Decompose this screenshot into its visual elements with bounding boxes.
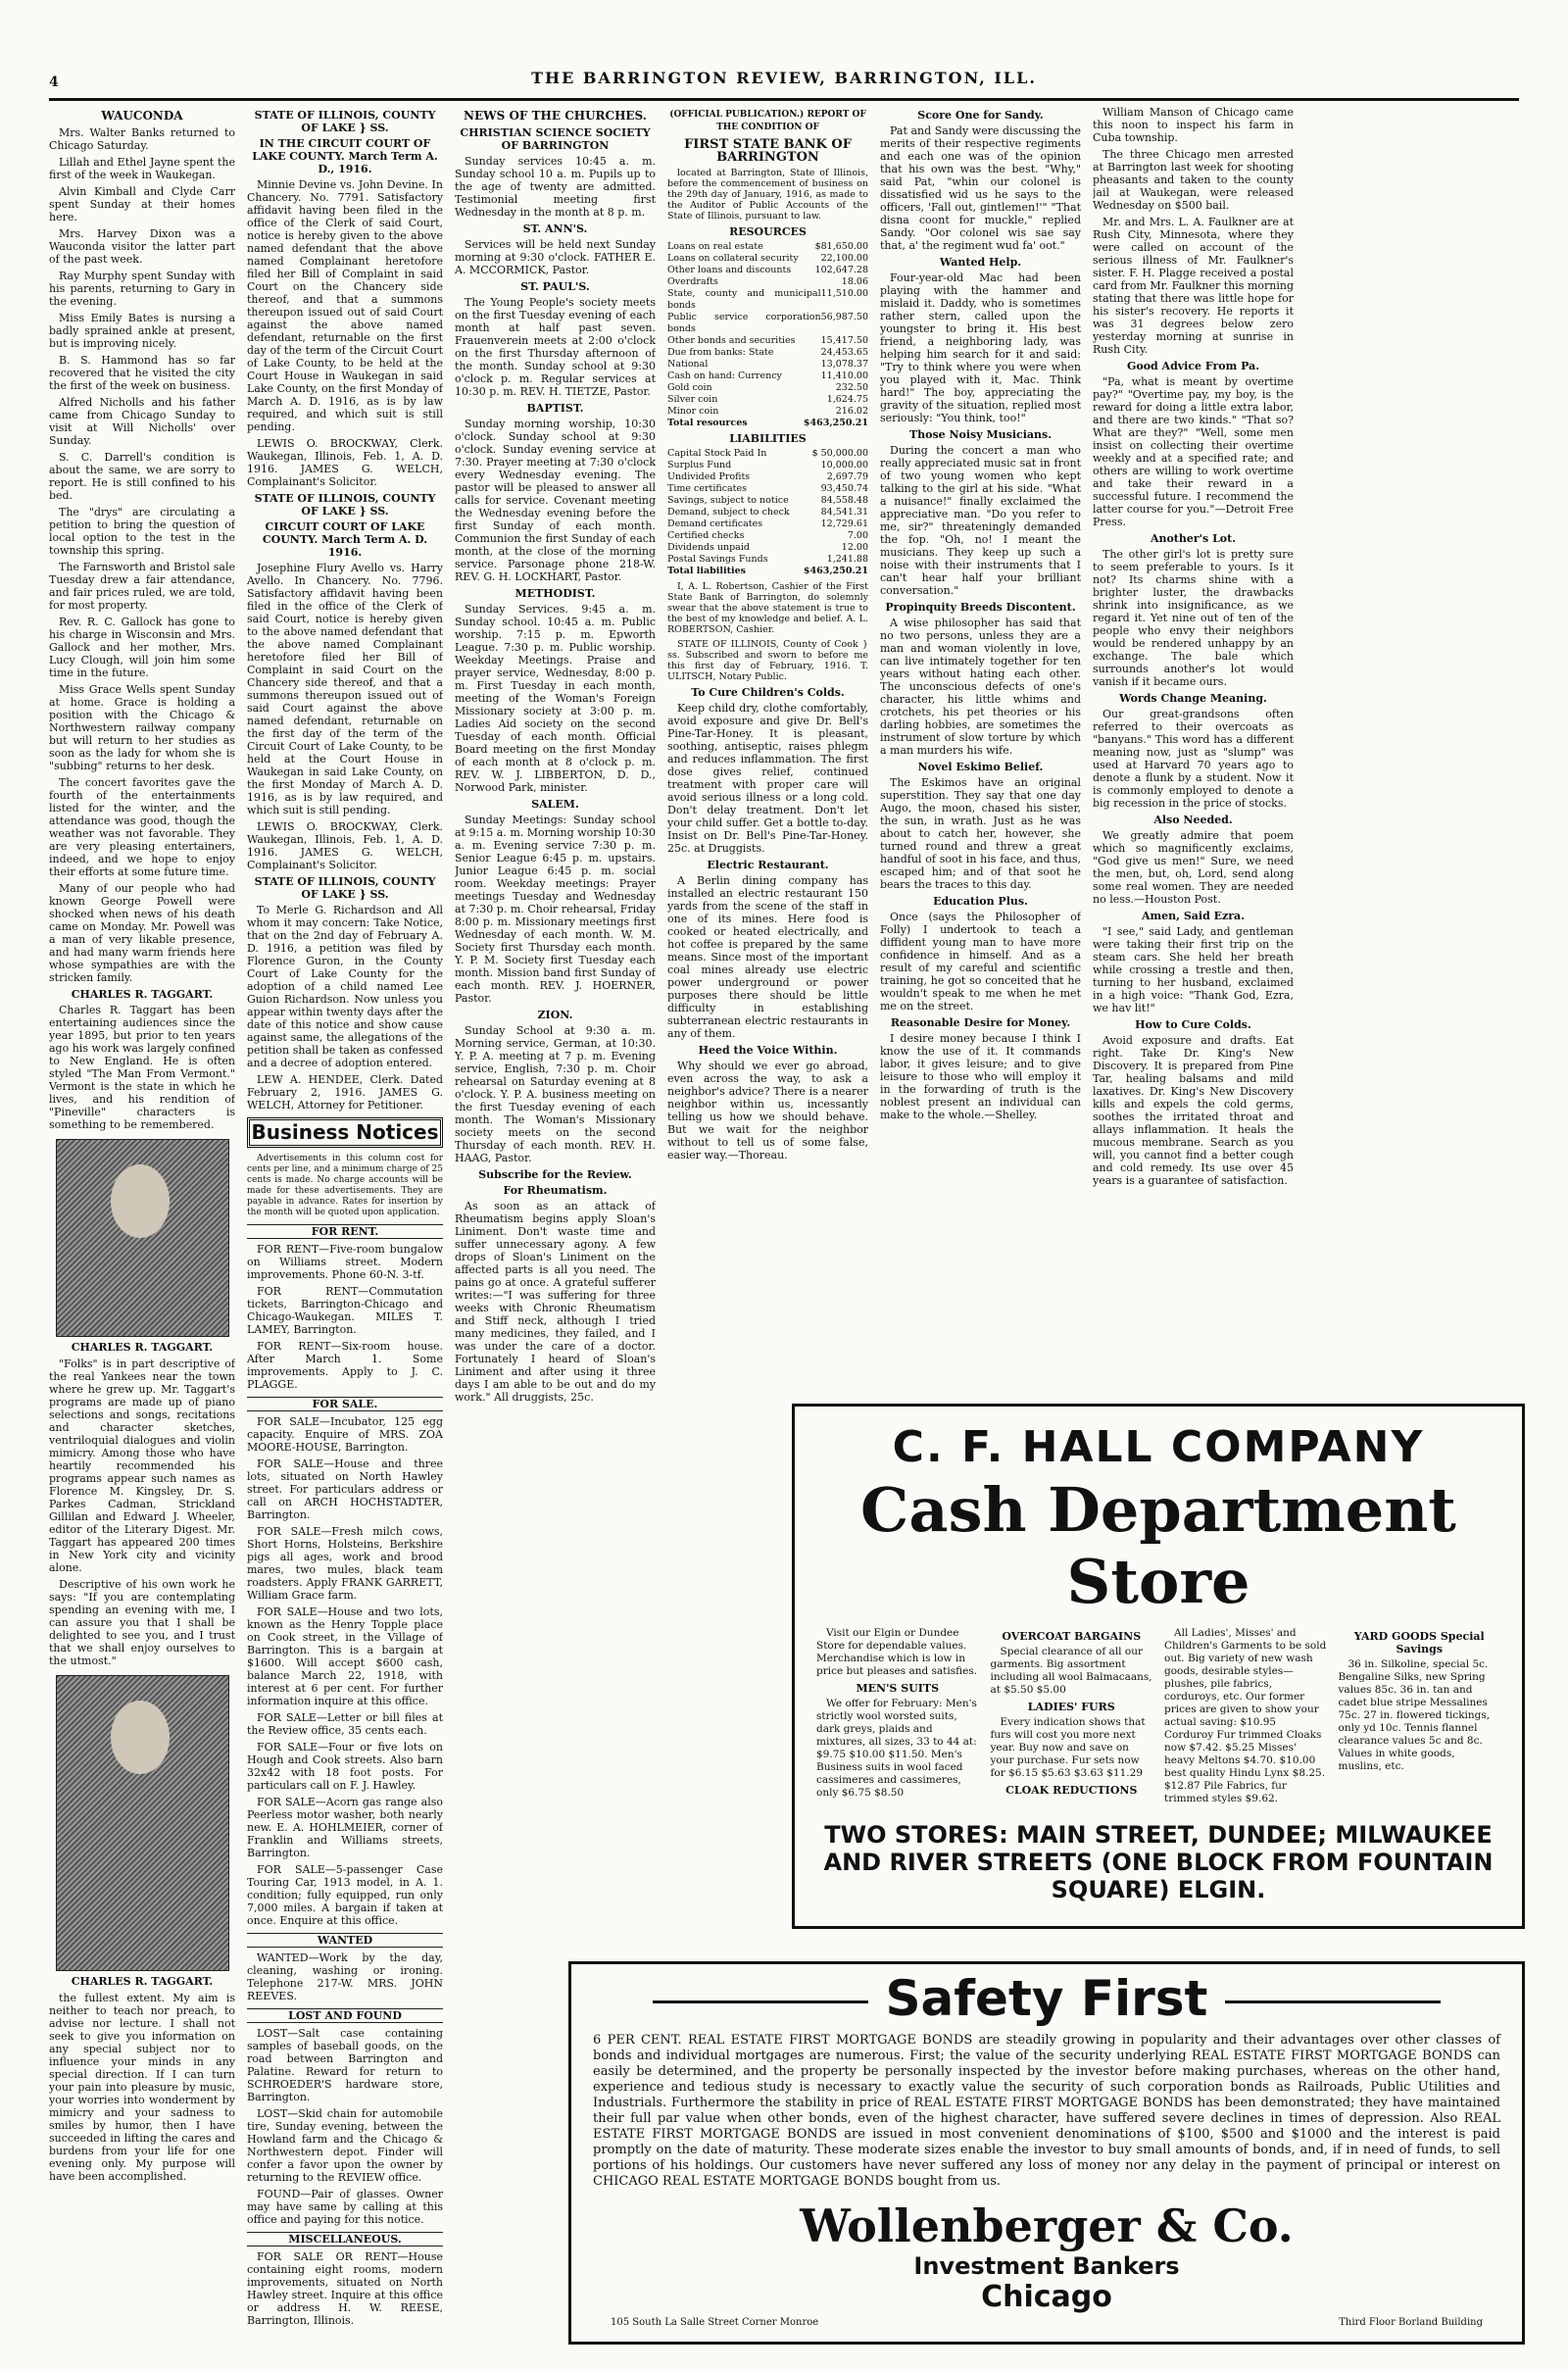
church-name: ST. PAUL'S. xyxy=(520,280,590,293)
church-schedule: Sunday School at 9:30 a. m. Morning service, German, at 10:30. Y. P. A. meeting at 7 p. m. Evening service, English, 7:30 p. m. Choir rehearsal on Saturday evening at 8 o'clock. Y. P. A. business meeting on the first Tuesday evening of each month. The Woman's Missionary society meets on the second Thursday of each month. REV. H. HAAG, Pastor. xyxy=(455,1024,656,1164)
resources-table xyxy=(667,241,868,429)
article-heading: Score One for Sandy. xyxy=(917,109,1044,122)
ad-address: Third Floor Borland Building xyxy=(1339,2317,1483,2328)
article-text: Our great-grandsons often referred to their overcoats as "banyans." This word has a different meaning now, just as "slump" was used at Harvard 70 years ago to denote a flunk by a student. Now it is commonly employed to denote a big recession in the price of stocks. xyxy=(1093,708,1294,810)
table-row: Loans on collateral security 22,100.00 xyxy=(667,253,868,264)
ad-section-heading: CLOAK REDUCTIONS xyxy=(1005,1784,1138,1797)
legal-notice-text: To Merle G. Richardson and All whom it may concern: Take Notice, that on the 2nd day of February A. D. 1916, a petition was filed by Florence Guron, in the County Court of Lake County for the adoption of a child named Lee Guion Richardson. Now unless you appear within twenty days after the date of this notice and show cause against same, the allegations of the petition shall be taken as confessed and a decree of adoption entered. xyxy=(247,904,443,1069)
article-text: The other girl's lot is pretty sure to seem preferable to yours. Is it not? Its charms shine with a brighter luster, the drawbacks shrink into insignificance, as we regard it. Yet nine out of ten of the people who envy their neighbors would be rendered unhappy by an exchange. The bale which surrounds another's lot would vanish if it became ours. xyxy=(1093,548,1294,688)
news-item: S. C. Darrell's condition is about the same, we are sorry to report. He is still confined to his bed. xyxy=(49,451,235,502)
classified-ad: LOST—Skid chain for automobile tire, Sunday evening, between the Howland farm and the Chicago & Northwestern depot. Finder will confer a favor upon the owner by returning to the REVIEW office. xyxy=(247,2107,443,2184)
table-row: Dividends unpaid 12.00 xyxy=(667,542,868,553)
ad-intro: Visit our Elgin or Dundee Store for dependable values. Merchandise which is low in price but pleases and satisfies. xyxy=(816,1627,978,1677)
classified-ad: FOR SALE—Letter or bill files at the Review office, 35 cents each. xyxy=(247,1711,443,1737)
masthead xyxy=(49,69,1519,101)
ad-section-heading: MEN'S SUITS xyxy=(856,1682,940,1695)
section-heading: NEWS OF THE CHURCHES. xyxy=(464,109,647,123)
portrait-photo xyxy=(56,1139,229,1337)
ad-address: 105 South La Salle Street Corner Monroe xyxy=(611,2317,819,2328)
article-heading: Another's Lot. xyxy=(1150,532,1237,545)
church-name: BAPTIST. xyxy=(526,402,584,415)
column-local-news xyxy=(1093,106,1294,1395)
table-row: Other bonds and securities 15,417.50 xyxy=(667,335,868,346)
notary-statement: STATE OF ILLINOIS, County of Cook } ss. Subscribed and sworn to before me this first day of February, 1916. T. ULITSCH, Notary Public. xyxy=(667,639,868,682)
article-heading: Heed the Voice Within. xyxy=(698,1044,838,1057)
column-miscellany xyxy=(880,106,1081,1395)
news-item: Alvin Kimball and Clyde Carr spent Sunday at their homes here. xyxy=(49,185,235,223)
page-number: 4 xyxy=(49,74,61,90)
article-text: "I see," said Lady, and gentleman were taking their first trip on the steam cars. She held her breath while crossing a trestle and then, turning to her husband, exclaimed in a high voice: "Thank God, Ezra, we hav lit!" xyxy=(1093,925,1294,1014)
ad-section-heading: YARD GOODS Special Savings xyxy=(1353,1630,1485,1655)
news-item: The three Chicago men arrested at Barrington last week for shooting pheasants and taken to the county jail at Waukegan, were released Wednesday on $500 bail. xyxy=(1093,148,1294,212)
article-heading: Wanted Help. xyxy=(939,256,1022,269)
article-text: Keep child dry, clothe comfortably, avoid exposure and give Dr. Bell's Pine-Tar-Honey. It is pleasant, soothing, antiseptic, raises phlegm and reduces inflammation. The first dose gives relief, continued treatment with proper care will avoid serious illness or a long cold. Don't delay treatment. Don't let your child suffer. Get a bottle to-day. Insist on Dr. Bell's Pine-Tar-Honey. 25c. at Druggists. xyxy=(667,702,868,855)
article-text: Pat and Sandy were discussing the merits of their respective regiments and each one was of the opinion that his own was the best. "Why," said Pat, "whin our colonel is dissatisfied wid us he says to the officers, 'Fall out, gintlemen!'" "That disna coont for muckle," replied Sandy. "Oor colonel wis sae say that, a' the regiment wud fa' oot." xyxy=(880,124,1081,252)
church-name: CHRISTIAN SCIENCE SOCIETY OF BARRINGTON xyxy=(460,126,651,152)
bank-intro: located at Barrington, State of Illinois, before the commencement of business on the 29th day of January, 1916, as made to the Auditor of Public Accounts of the State of Illinois, pursuant to law. xyxy=(667,168,868,222)
church-name: ST. ANN'S. xyxy=(522,222,588,235)
classified-ad: FOR SALE—Four or five lots on Hough and Cook streets. Also barn 32x42 with 18 foot posts. For particulars call on F. J. Hawley. xyxy=(247,1741,443,1792)
classified-ad: FOR RENT—Five-room bungalow on Williams street. Modern improvements. Phone 60-N. 3-tf. xyxy=(247,1243,443,1281)
article-heading: Amen, Said Ezra. xyxy=(1142,910,1245,922)
news-item: William Manson of Chicago came this noon to inspect his farm in Cuba township. xyxy=(1093,106,1294,144)
table-row: Postal Savings Funds 1,241.88 xyxy=(667,554,868,565)
legal-notice-court: CIRCUIT COURT OF LAKE COUNTY. March Term A. D. 1916. xyxy=(262,520,428,559)
church-name: METHODIST. xyxy=(514,587,596,600)
table-row: Gold coin 232.50 xyxy=(667,382,868,393)
table-row: State, county and municipal bonds 11,510.00 xyxy=(667,288,868,311)
news-item: The Farnsworth and Bristol sale Tuesday drew a fair attendance, and fair prices ruled, we are told, for most property. xyxy=(49,561,235,612)
article-heading: Words Change Meaning. xyxy=(1119,692,1267,705)
table-row: Savings, subject to notice 84,558.48 xyxy=(667,495,868,506)
classified-ad: FOR RENT—Commutation tickets, Barrington-Chicago and Chicago-Waukegan. MILES T. LAMEY, Barrington. xyxy=(247,1285,443,1336)
table-row: Certified checks 7.00 xyxy=(667,530,868,541)
article-text: Avoid exposure and drafts. Eat right. Take Dr. King's New Discovery. It is prepared from Pine Tar, healing balsams and mild laxatives. Dr. King's New Discovery kills and expels the cold germs, soothes the irritated throat and allays inflammation. It heals the mucous membrane. Search as you will, you cannot find a better cough and cold remedy. Its use over 45 years is a guarantee of satisfaction. xyxy=(1093,1034,1294,1187)
table-row: Other loans and discounts 102,647.28 xyxy=(667,265,868,275)
classified-ad: FOUND—Pair of glasses. Owner may have same by calling at this office and paying for this notice. xyxy=(247,2188,443,2226)
resources-heading: RESOURCES xyxy=(729,225,807,238)
article-heading: Novel Eskimo Belief. xyxy=(917,761,1044,773)
church-schedule: Sunday Services. 9:45 a. m. Sunday school. 10:45 a. m. Public worship. 7:15 p. m. Epworth League. 7:30 p. m. Public worship. Weekday Meetings. Praise and prayer service, Wednesday, 8:00 p. m. First Tuesday in each month, meeting of the Woman's Foreign Missionary society at 3:00 p. m. Ladies Aid society on the second Tuesday of each month. Official Board meeting on the first Monday of each month at 8 o'clock p. m. REV. W. J. LIBBERTON, D. D., Norwood Park, minister. xyxy=(455,603,656,794)
article-text: A Berlin dining company has installed an electric restaurant 150 yards from the scene of the staff in one of its mines. Here food is cooked or heated electrically, and hot coffee is prepared by the same means. Since most of the important coal mines already use electric power underground or power purposes there should be little difficulty in establishing subterranean electric restaurants in any of them. xyxy=(667,874,868,1040)
table-row: Undivided Profits 2,697.79 xyxy=(667,471,868,482)
ad-section-text: 36 in. Silkoline, special 5c. Bengaline Silks, new Spring values 85c. 36 in. tan and cadet blue stripe Messalines 75c. 27 in. flowered tickings, only yd 10c. Tennis flannel clearance values 5c and 8c. Values in white goods, muslins, etc. xyxy=(1338,1658,1491,1772)
classified-ad: FOR SALE—Acorn gas range also Peerless motor washer, both nearly new. E. A. HOHLMEIER, corner of Franklin and Williams streets, Barrington. xyxy=(247,1796,443,1859)
ad-section-text: Every indication shows that furs will cost you more next year. Buy now and save on your purchase. Fur sets now for $6.15 $5.63 $3.63 $11.29 xyxy=(990,1716,1146,1779)
table-row: Demand, subject to check 84,541.31 xyxy=(667,507,868,518)
article-heading: Education Plus. xyxy=(933,895,1028,908)
article-heading: CHARLES R. TAGGART. xyxy=(71,988,214,1001)
article-text: We greatly admire that poem which so magnificently exclaims, "God give us men!" Sure, we need the men, but, oh, Lord, send along some real women. They are needed no less.—Houston Post. xyxy=(1093,829,1294,906)
article-text: Descriptive of his own work he says: "If you are contemplating spending an evening with me, I can assure you that I shall be delighted to see you, and I trust that we shall enjoy ourselves to the utmost." xyxy=(49,1578,235,1667)
church-schedule: Sunday services 10:45 a. m. Sunday school 10 a. m. Pupils up to the age of twenty are admitted. Testimonial meeting first Wednesday in the month at 8 p. m. xyxy=(455,155,656,219)
ad-body-text: 6 PER CENT. REAL ESTATE FIRST MORTGAGE BONDS are steadily growing in popularity and their advantages over other classes of bonds and individual mortgages are numerous. First; the value of the security underlying REAL ESTATE FIRST MORTGAGE BONDS can easily be determined, and the property be personally inspected by the investor before making purchases, whereas on the other hand, experience and tedious study is necessary to exactly value the security of such corporation bonds as Railroads, Public Utilities and Industrials. Furthermore the stability in price of REAL ESTATE FIRST MORTGAGE BONDS has been demonstrated; they have maintained their full par value when other bonds, even of the highest character, have suffered severe declines in times of depression. Also REAL ESTATE FIRST MORTGAGE BONDS are issued in most convenient denominations of $100, $500 and $1000 and the interest is paid promptly on the date of maturity. These moderate sizes enable the investor to buy small amounts of bonds, and, if in need of funds, to sell portions of his holdings. Our customers have never suffered any loss of money nor any delay in the payment of principal or interest on CHICAGO REAL ESTATE MORTGAGE BONDS bought from us. xyxy=(593,2033,1500,2189)
business-notices-title: Business Notices xyxy=(247,1117,443,1148)
ad-section-text: We offer for February: Men's strictly wool worsted suits, dark greys, plaids and mixtures, all sizes, 33 to 44 at: $9.75 $10.00 $11.50. Men's Business suits in wool faced cassimeres and cassimeres, only $6.75 $8.50 xyxy=(816,1698,977,1799)
article-text: During the concert a man who really appreciated music sat in front of two young women who kept talking to the girl at his side. "What a nuisance!" finally exclaimed the appreciative man. "Do you refer to me, sir?" threateningly demanded the fop. "Oh, no! I meant the musicians. They keep up such a noise with their instruments that I can't hear half your brilliant conversation." xyxy=(880,444,1081,597)
article-heading: To Cure Children's Colds. xyxy=(691,686,845,699)
subscribe-notice: Subscribe for the Review. xyxy=(478,1168,632,1181)
ad-city: Chicago xyxy=(981,2280,1112,2314)
legal-notice-court: IN THE CIRCUIT COURT OF LAKE COUNTY. March Term A. D., 1916. xyxy=(252,137,438,175)
table-row: Time certificates 93,450.74 xyxy=(667,483,868,494)
classified-heading: FOR RENT. xyxy=(247,1224,443,1239)
table-row: Capital Stock Paid In $ 50,000.00 xyxy=(667,448,868,459)
news-item: Mr. and Mrs. L. A. Faulkner are at Rush City, Minnesota, where they were called on account of the serious illness of Mr. Faulkner's sister. F. H. Plagge received a postal card from Mr. Faulkner this morning stating that there was little hope for his sister's recovery. He reports it was 31 degrees below zero yesterday morning at sunrise in Rush City. xyxy=(1093,216,1294,356)
article-text: A wise philosopher has said that no two persons, unless they are a man and woman violently in love, can live intimately together for ten years without hating each other. The unconscious defects of one's character, his little whims and crotchets, his pet theories or his darling hobbies, are sometimes the instrument of slow torture by which a man murders his wife. xyxy=(880,617,1081,757)
article-text: Why should we ever go abroad, even across the way, to ask a neighbor's advice? There is a nearer neighbor within us, incessantly telling us how we should behave. But we wait for the neighbor without to tell us of some false, easier way.—Thoreau. xyxy=(667,1060,868,1161)
table-row-total: Total resources $463,250.21 xyxy=(667,418,868,428)
article-text: The Eskimos have an original superstition. They say that one day Augo, the moon, chased his sister, the sun, in wrath. Just as he was about to catch her, however, she turned round and threw a great handful of soot in his face, and thus, escaped him; and of that soot he bears the traces to this day. xyxy=(880,776,1081,891)
article-text: Four-year-old Mac had been playing with the hammer and mislaid it. Daddy, who is sometimes rather stern, called upon the youngster to bring it. His best friend, a neighboring lady, was helping him search for it and said: "Try to think where you were when you played with it, Mac. Think hard!" The boy, appreciating the gravity of the situation, replied most seriously: "You think, too!" xyxy=(880,272,1081,424)
article-text: I desire money because I think I know the use of it. It commands labor, it gives leisure; and to give leisure to those who will employ it in the forwarding of truth is the noblest present an individual can make to the whole.—Shelley. xyxy=(880,1032,1081,1121)
classified-ad: FOR SALE—5-passenger Case Touring Car, 1913 model, in A. 1. condition; fully equipped, run only 7,000 miles. A bargain if taken at once. Enquire at this office. xyxy=(247,1863,443,1927)
section-heading: WAUCONDA xyxy=(101,109,183,123)
ad-tagline: Investment Bankers xyxy=(913,2252,1180,2280)
classified-heading: FOR SALE. xyxy=(247,1397,443,1411)
ad-headline: Cash Department Store xyxy=(860,1474,1456,1617)
article-heading: Also Needed. xyxy=(1153,814,1233,826)
church-schedule: The Young People's society meets on the first Tuesday evening of each month at half past seven. Frauenverein meets at 2:00 o'clock on the first Thursday afternoon of the month. Sunday school at 9:30 o'clock p. m. Regular services at 10:30 p. m. REV. H. TIETZE, Pastor. xyxy=(455,296,656,398)
ad-section-text: Special clearance of all our garments. Big assortment including all wool Balmacaans, at $5.50 $5.00 xyxy=(990,1646,1152,1696)
classified-ad: FOR SALE—House and two lots, known as the Henry Topple place on Cook street, in the Village of Barrington. This is a bargain at $1600. Will accept $600 cash, balance March 22, 1918, with interest at 6 per cent. For further information inquire at this office. xyxy=(247,1605,443,1707)
article-text: the fullest extent. My aim is neither to teach nor preach, to advise nor lecture. I shall not seek to give you information on any special subject nor to influence your minds in any special direction. If I can turn your pain into pleasure by music, your worries into wonderment by mimicry and your sadness to smiles by humor, then I have succeeded in lifting the cares and burdens from your life for one evening only. My purpose will have been accomplished. xyxy=(49,1992,235,2183)
column-wauconda xyxy=(49,106,235,2341)
article-heading: For Rheumatism. xyxy=(503,1184,608,1197)
article-text: As soon as an attack of Rheumatism begins apply Sloan's Liniment. Don't waste time and suffer unnecessary agony. A few drops of Sloan's Liniment on the affected parts is all you need. The pains go at once. A grateful sufferer writes:—"I was suffering for three weeks with Chronic Rheumatism and Stiff neck, although I tried many medicines, they failed, and I was under the care of a doctor. Fortunately I heard of Sloan's Liniment and after using it three days I am able to be out and do my work." All druggists, 25c. xyxy=(455,1200,656,1404)
news-item: The concert favorites gave the fourth of the entertainments listed for the winter, and the attendance was good, though the weather was not favorable. They are very pleasing entertainers, indeed, and we hope to enjoy their efforts at some future time. xyxy=(49,776,235,878)
column-legal-classified xyxy=(247,106,443,2341)
legal-notice-signature: LEWIS O. BROCKWAY, Clerk. Waukegan, Illinois, Feb. 1, A. D. 1916. JAMES G. WELCH, Complainant's Solicitor. xyxy=(247,437,443,488)
classified-ad: LOST—Salt case containing samples of baseball goods, on the road between Barrington and Palatine. Reward for return to SCHROEDER'S hardware store, Barrington. xyxy=(247,2027,443,2103)
wollenberger-ad xyxy=(568,1961,1525,2345)
classified-heading: LOST AND FOUND xyxy=(247,2008,443,2023)
legal-notice-text: Minnie Devine vs. John Devine. In Chancery. No. 7791. Satisfactory affidavit having been filed in the office of the Clerk of said Court, notice is hereby given to the above named defendant that the above named Complainant heretofore filed her Bill of Complaint in said Court on the Chancery side thereof, and that a summons thereupon issued out of said Court against the above named defendant, returnable on the first day of the term of the Circuit Court of Lake County, to be held at the Court House in Waukegan in said Lake County, on the first Monday of March A. D. 1916, as is by law required, and which suit is still pending. xyxy=(247,178,443,433)
ad-company-name: C. F. HALL COMPANY xyxy=(892,1422,1425,1472)
classified-heading: WANTED xyxy=(247,1933,443,1948)
table-row-total: Total liabilities $463,250.21 xyxy=(667,566,868,576)
ad-headline: Safety First xyxy=(571,1970,1522,2027)
table-row: Due from banks: State 24,453.65 xyxy=(667,347,868,358)
news-item: B. S. Hammond has so far recovered that he visited the city the first of the week on business. xyxy=(49,354,235,392)
classified-ad: FOR RENT—Six-room house. After March 1. Some improvements. Apply to J. C. PLAGGE. xyxy=(247,1340,443,1391)
table-row: Surplus Fund 10,000.00 xyxy=(667,460,868,470)
legal-notice-heading: STATE OF ILLINOIS, COUNTY OF LAKE } SS. xyxy=(254,875,436,901)
classified-ad: FOR SALE—Fresh milch cows, Short Horns, Holsteins, Berkshire pigs all ages, work and brood mares, two mules, black team roadsters. Apply FRANK GARRETT, William Grace farm. xyxy=(247,1525,443,1602)
photo-caption: CHARLES R. TAGGART. xyxy=(71,1341,214,1354)
article-heading: Good Advice From Pa. xyxy=(1126,360,1260,372)
church-schedule: Sunday Meetings: Sunday school at 9:15 a. m. Morning worship 10:30 a. m. Evening service 7:30 p. m. Senior League 6:45 p. m. upstairs. Junior League 6:45 p. m. social room. Weekday meetings: Prayer meetings Tuesday and Wednesday at 7:30 p. m. Choir rehearsal, Friday 8:00 p. m. Missionary meetings first Wednesday of each month. W. M. Society first Thursday each month. Y. P. M. Society first Tuesday each month. Mission band first Sunday of each month. REV. J. HOERNER, Pastor. xyxy=(455,814,656,1005)
column-bank-report xyxy=(667,106,868,1395)
table-row: Demand certificates 12,729.61 xyxy=(667,519,868,529)
ad-section-heading: OVERCOAT BARGAINS xyxy=(1002,1630,1142,1643)
table-row: Minor coin 216.02 xyxy=(667,406,868,417)
liabilities-table xyxy=(667,448,868,577)
newspaper-title: THE BARRINGTON REVIEW, BARRINGTON, ILL. xyxy=(531,69,1037,87)
article-text: Charles R. Taggart has been entertaining audiences since the year 1895, but prior to ten years ago his work was largely confined to New England. He is often styled "The Man From Vermont." Vermont is the state in which he lives, and his rendition of "Pineville" characters is something to be remembered. xyxy=(49,1004,235,1131)
article-text: Once (says the Philosopher of Folly) I undertook to teach a diffident young man to have more confidence in himself. And as a result of my careful and scientific training, he got so conceited that he wouldn't speak to me when he met me on the street. xyxy=(880,911,1081,1013)
table-row: Loans on real estate $81,650.00 xyxy=(667,241,868,252)
business-notices-note: Advertisements in this column cost for cents per line, and a minimum charge of 25 cents is made. No charge accounts will be made for these advertisements. They are payable in advance. Rates for insertion by the month will be quoted upon application. xyxy=(247,1154,443,1217)
classified-ad: WANTED—Work by the day, cleaning, washing or ironing. Telephone 217-W. MRS. JOHN REEVES. xyxy=(247,1951,443,2002)
table-row: Silver coin 1,624.75 xyxy=(667,394,868,405)
legal-notice-signature: LEWIS O. BROCKWAY, Clerk. Waukegan, Illinois, Feb. 1, A. D. 1916. JAMES G. WELCH, Complainant's Solicitor. xyxy=(247,820,443,871)
news-item: Many of our people who had known George Powell were shocked when news of his death came on Monday. Mr. Powell was a man of very likable presence, and had many warm friends here whose sympathies are with the stricken family. xyxy=(49,882,235,984)
official-publication: (OFFICIAL PUBLICATION.) REPORT OF THE CONDITION OF xyxy=(669,110,866,132)
church-name: ZION. xyxy=(537,1009,573,1021)
classified-ad: FOR SALE OR RENT—House containing eight rooms, modern improvements, situated on North Hawley street. Inquire at this office or address H. W. REESE, Barrington, Illinois. xyxy=(247,2250,443,2327)
table-row: Overdrafts 18.06 xyxy=(667,276,868,287)
table-row: Cash on hand: Currency 11,410.00 xyxy=(667,370,868,381)
article-text: "Folks" is in part descriptive of the real Yankees near the town where he grew up. Mr. Taggart's programs are made up of piano selections and songs, recitations and character sketches, ventriloquial dialogues and violin mimicry. Among those who have heartily recommended his programs appear such names as Florence M. Kingsley, Dr. S. Parkes Cadman, Strickland Gillilan and Edward J. Wheeler, editor of the Literary Digest. Mr. Taggart has appeared 200 times in New York city and vicinity alone. xyxy=(49,1358,235,1574)
news-item: Mrs. Harvey Dixon was a Wauconda visitor the latter part of the past week. xyxy=(49,227,235,266)
portrait-photo xyxy=(56,1675,229,1971)
ad-section-heading: LADIES' FURS xyxy=(1027,1701,1115,1713)
table-row: National 13,078.37 xyxy=(667,359,868,370)
liabilities-heading: LIABILITIES xyxy=(729,432,807,445)
ad-store-locations: TWO STORES: MAIN STREET, DUNDEE; MILWAUKEE AND RIVER STREETS (ONE BLOCK FROM FOUNTAIN SQUARE) ELGIN. xyxy=(823,1821,1494,1903)
news-item: Miss Grace Wells spent Sunday at home. Grace is holding a position with the Chicago & Northwestern railway company but will return to her studies as soon as the lady for whom she is "subbing" returns to her desk. xyxy=(49,683,235,772)
photo-caption: CHARLES R. TAGGART. xyxy=(71,1975,214,1988)
article-heading: Reasonable Desire for Money. xyxy=(890,1016,1071,1029)
legal-notice-heading: STATE OF ILLINOIS, COUNTY OF LAKE } SS. xyxy=(254,492,436,518)
news-item: The "drys" are circulating a petition to bring the question of local option to the test in the township this spring. xyxy=(49,506,235,557)
news-item: Miss Emily Bates is nursing a badly sprained ankle at present, but is improving nicely. xyxy=(49,312,235,350)
article-heading: How to Cure Colds. xyxy=(1135,1018,1251,1031)
ad-firm-name: Wollenberger & Co. xyxy=(800,2199,1294,2252)
news-item: Ray Murphy spent Sunday with his parents, returning to Gary in the evening. xyxy=(49,270,235,308)
classified-ad: FOR SALE—Incubator, 125 egg capacity. Enquire of MRS. ZOA MOORE-HOUSE, Barrington. xyxy=(247,1415,443,1454)
article-heading: Propinquity Breeds Discontent. xyxy=(885,601,1076,614)
article-text: "Pa, what is meant by overtime pay?" "Overtime pay, my boy, is the reward for doing a little extra labor, and there are two kinds." "That so? What are they?" "Well, some men insist on collecting their overtime weekly and at a specified rate; and others are willing to work overtime and take their reward in a successful future. I recommend the latter course for you."—Detroit Free Press. xyxy=(1093,375,1294,528)
news-item: Lillah and Ethel Jayne spent the first of the week in Waukegan. xyxy=(49,156,235,181)
church-schedule: Services will be held next Sunday morning at 9:30 o'clock. FATHER E. A. MCCORMICK, Pastor. xyxy=(455,238,656,276)
news-item: Rev. R. C. Gallock has gone to his charge in Wisconsin and Mrs. Gallock and her mother, Mrs. Lucy Clough, will join him some time in the future. xyxy=(49,616,235,679)
column-churches xyxy=(455,106,656,1949)
article-heading: Those Noisy Musicians. xyxy=(908,428,1053,441)
ad-section-text: All Ladies', Misses' and Children's Garments to be sold out. Big variety of new wash goods, desirable styles—plushes, pile fabrics, corduroys, etc. Our former prices are given to show your actual saving: $10.95 Corduroy Fur trimmed Cloaks now $7.42. $5.25 Misses' heavy Meltons $4.70. $10.00 best quality Hindu Lynx $8.25. $12.87 Pile Fabrics, fur trimmed styles $9.62. xyxy=(1164,1627,1327,1804)
legal-notice-text: Josephine Flury Avello vs. Harry Avello. In Chancery. No. 7796. Satisfactory affidavit having been filed in the office of the Clerk of said Court, notice is hereby given to the above named defendant that the above named Complainant heretofore filed her Bill of Complaint in said Court on the Chancery side thereof, and that a summons thereupon issued out of said Court against the above named defendant, returnable on the first day of the term of the Circuit Court of Lake County, to be held at the Court House in Waukegan in said Lake County, on the first Monday of March A. D. 1916, as is by law required, and which suit is still pending. xyxy=(247,562,443,816)
news-item: Alfred Nicholls and his father came from Chicago Sunday to visit at Will Nicholls' over Sunday. xyxy=(49,396,235,447)
church-schedule: Sunday morning worship, 10:30 o'clock. Sunday school at 9:30 o'clock. Sunday evening service at 7:30. Prayer meeting at 7:30 o'clock every Wednesday evening. The pastor will be pleased to answer all calls for service. Covenant meeting the Wednesday evening before the first Sunday of each month. Communion the first Sunday of each month, at the close of the morning service. Parsonage phone 218-W. REV. G. H. LOCKHART, Pastor. xyxy=(455,418,656,583)
article-heading: Electric Restaurant. xyxy=(707,859,829,871)
church-name: SALEM. xyxy=(531,798,579,811)
table-row: Public service corporation bonds 56,987.50 xyxy=(667,312,868,334)
news-item: Mrs. Walter Banks returned to Chicago Saturday. xyxy=(49,126,235,152)
classified-heading: MISCELLANEOUS. xyxy=(247,2232,443,2247)
hall-company-ad xyxy=(792,1404,1525,1929)
legal-notice-signature: LEW A. HENDEE, Clerk. Dated February 2, 1916. JAMES G. WELCH, Attorney for Petitioner. xyxy=(247,1073,443,1111)
legal-notice-heading: STATE OF ILLINOIS, COUNTY OF LAKE } SS. xyxy=(254,109,436,134)
bank-name: FIRST STATE BANK OF BARRINGTON xyxy=(684,137,852,165)
bank-signature: I, A. L. Robertson, Cashier of the First State Bank of Barrington, do solemnly swear that the above statement is true to the best of my knowledge and belief. A. L. ROBERTSON, Cashier. xyxy=(667,581,868,635)
classified-ad: FOR SALE—House and three lots, situated on North Hawley street. For particulars address or call on ARCH HOCHSTADTER, Barrington. xyxy=(247,1457,443,1521)
